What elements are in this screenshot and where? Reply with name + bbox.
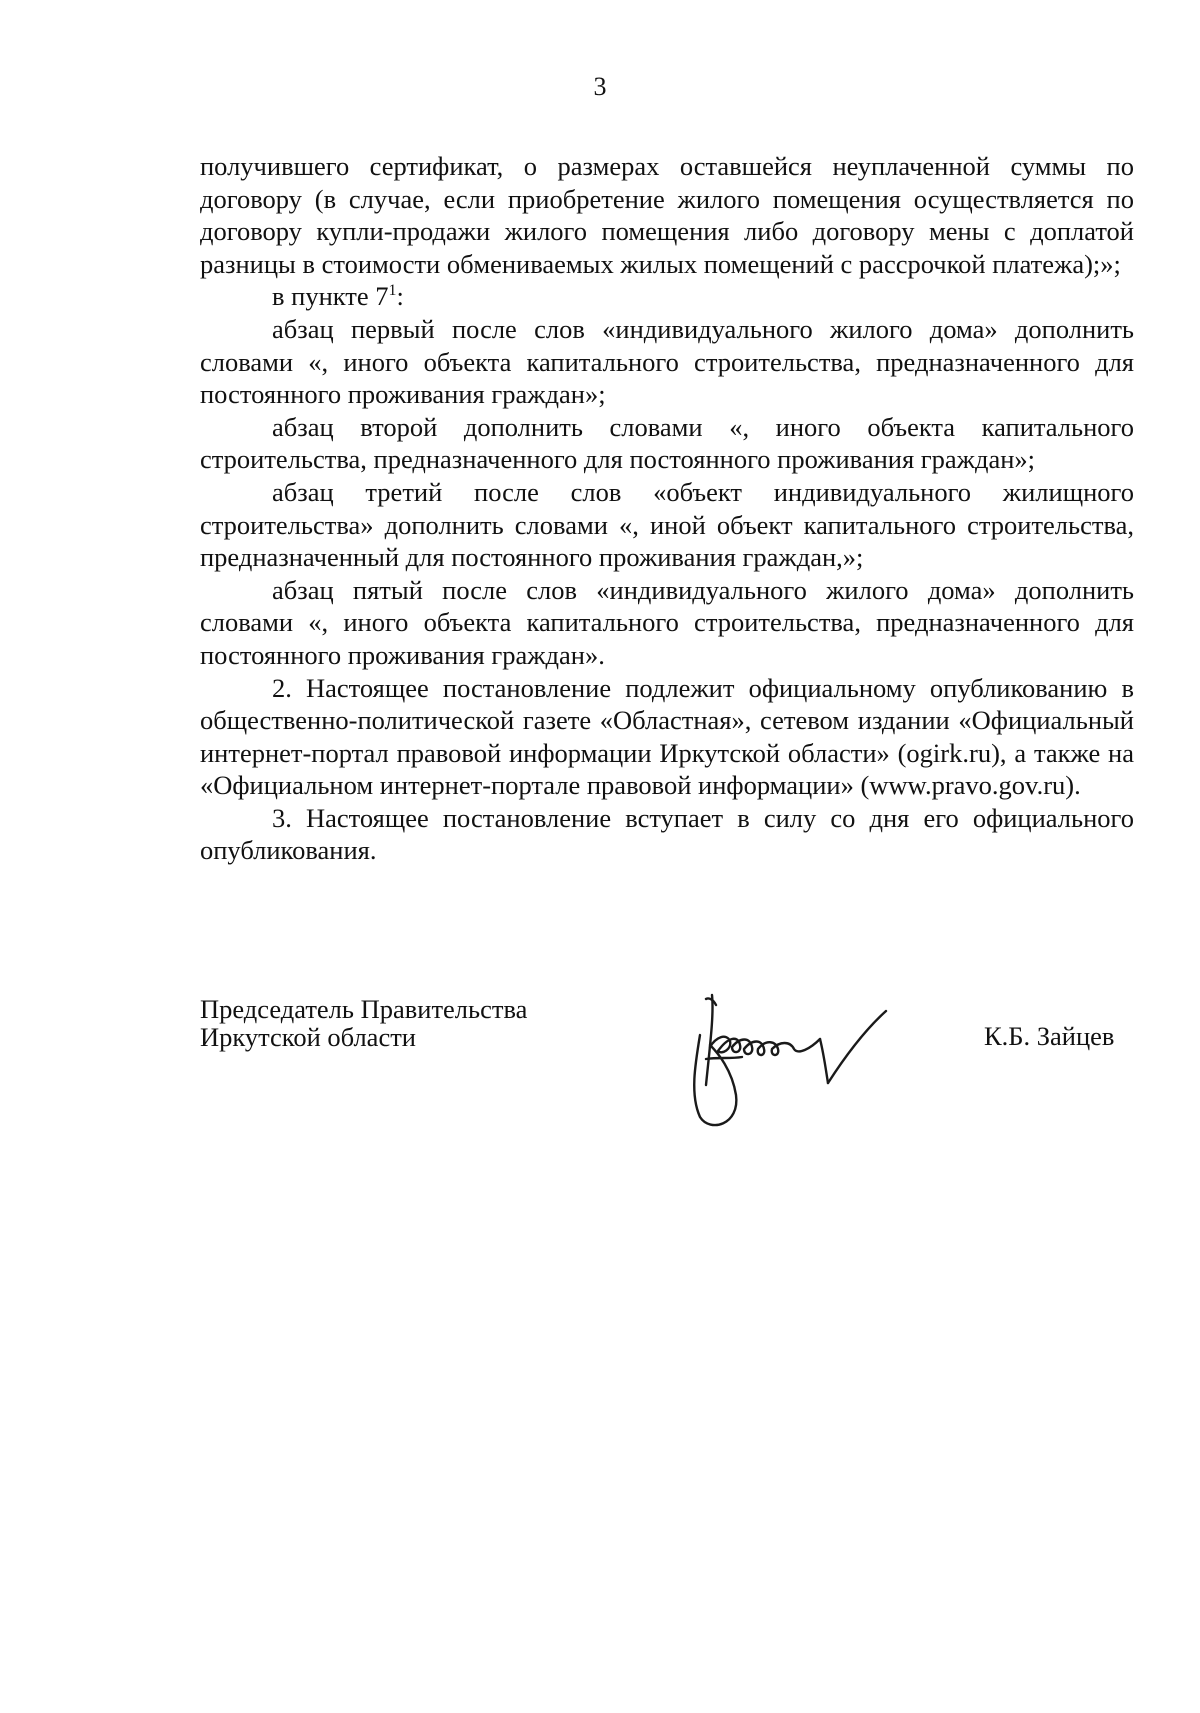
page-number: 3 [593,72,607,101]
point-superscript: 1 [388,282,397,300]
handwritten-signature [670,975,950,1135]
point-colon: : [396,281,404,312]
point-label: в пункте 7 [272,281,389,312]
paragraph-certificate-continuation: получившего сертификат, о размерах оставшейся неуплаченной суммы по договору (в случае, если приобретение жилого помещения осуществляется по договору купли-продажи жилого помещения либо договору мены с доплатой разницы в стоимости обмениваемых жилых помещений с рассрочкой платежа);»; [200,151,1134,279]
paragraph-abzac-third: абзац третий после слов «объект индивидуального жилищного строительства» дополнить словами «, иной объект капитального строительства, предназначенный для постоянного проживания граждан,»; [200,476,1134,573]
document-body [200,150,1134,867]
signatory-title-line2: Иркутской области [200,1022,416,1052]
signatory-name: К.Б. Зайцев [984,1021,1115,1051]
paragraph-abzac-second: абзац второй дополнить словами «, иного объекта капитального строительства, предназначенного для постоянного проживания граждан»; [200,411,1134,475]
paragraph-publication: 2. Настоящее постановление подлежит официальному опубликованию в общественно-политической газете «Областная», сетевом издании «Официальный интернет-портал правовой информации Иркутской области» (ogirk.ru), а также на «Официальном интернет-портале правовой информации» (www.pravo.gov.ru). [200,672,1134,801]
paragraph-point-7-1 [200,280,1134,313]
signatory-title [200,995,527,1051]
paragraph-abzac-fifth: абзац пятый после слов «индивидуального жилого дома» дополнить словами «, иного объекта капитального строительства, предназначенного для постоянного проживания граждан». [200,574,1134,670]
paragraph-entry-into-force: 3. Настоящее постановление вступает в силу со дня его официального опубликования. [200,802,1134,866]
paragraph-abzac-first: абзац первый после слов «индивидуального жилого дома» дополнить словами «, иного объекта капитального строительства, предназначенного для постоянного проживания граждан»; [200,313,1134,410]
signatory-title-line1: Председатель Правительства [200,994,528,1024]
